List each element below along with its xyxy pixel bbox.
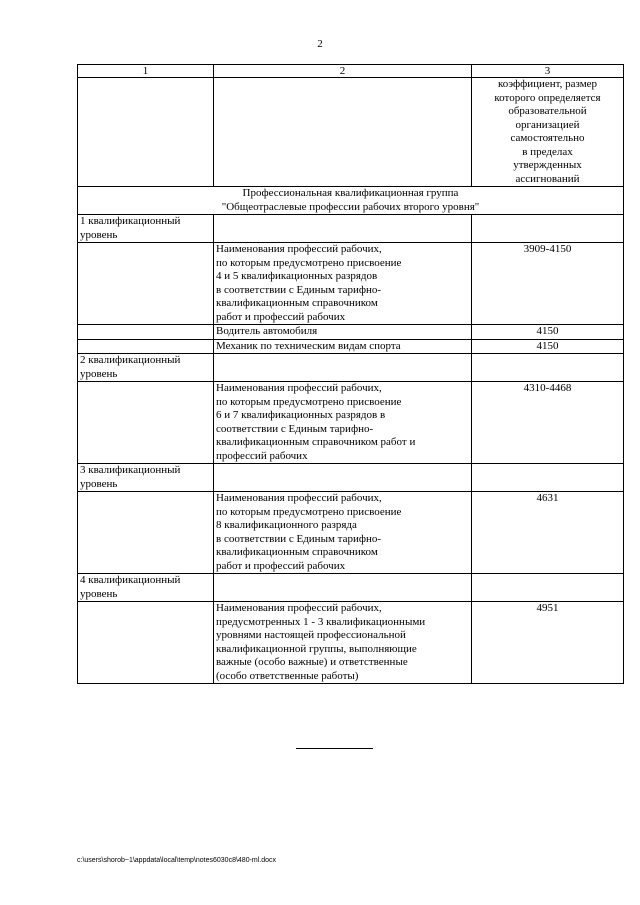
- group-title: [78, 187, 624, 215]
- profession-name: [214, 339, 472, 354]
- level-title: [78, 215, 214, 243]
- continuation-empty-2: [214, 78, 472, 187]
- profession-name-line: 6 и 7 квалификационных разрядов в: [216, 409, 386, 421]
- continuation-line: коэффициент, размер: [497, 78, 598, 90]
- profession-name-line: квалификационным справочником: [216, 297, 378, 309]
- level-title: [78, 464, 214, 492]
- profession-name-line: предусмотренных 1 - 3 квалификационными: [216, 615, 426, 628]
- footer-separator: [296, 748, 373, 749]
- profession-name-line: 4 и 5 квалификационных разрядов: [216, 270, 378, 282]
- table-header-row: [78, 65, 624, 78]
- level-title-line: уровень: [80, 367, 118, 380]
- level-empty-3: [472, 574, 624, 602]
- profession-name-line: квалификационным справочником: [216, 546, 378, 558]
- salary-value: 4310-4468: [472, 382, 624, 464]
- profession-empty-1: [78, 382, 214, 464]
- profession-name: [214, 492, 472, 574]
- level-title-line: уровень: [80, 477, 118, 490]
- profession-name-line: квалификационной группы, выполняющие: [216, 642, 417, 655]
- level-row: [78, 464, 624, 492]
- profession-empty-1: [78, 339, 214, 354]
- level-title-line: 2 квалификационный: [80, 354, 181, 366]
- profession-row: [78, 382, 624, 464]
- profession-name-line: работ и профессий рабочих: [216, 310, 346, 323]
- level-empty-3: [472, 464, 624, 492]
- level-title-line: уровень: [80, 587, 118, 600]
- profession-name: [214, 602, 472, 684]
- profession-name: [214, 325, 472, 340]
- level-title: [78, 574, 214, 602]
- profession-name-line: Наименования профессий рабочих,: [216, 382, 382, 394]
- profession-name: [214, 243, 472, 325]
- level-empty-2: [214, 574, 472, 602]
- level-title-line: 4 квалификационный: [80, 574, 181, 586]
- level-title: [78, 354, 214, 382]
- level-empty-2: [214, 464, 472, 492]
- level-row: [78, 215, 624, 243]
- group-title-line: Профессиональная квалификационная группа: [242, 187, 459, 199]
- continuation-line: самостоятельно: [510, 132, 585, 144]
- profession-name-line: профессий рабочих: [216, 449, 308, 462]
- salary-value: 4150: [472, 325, 624, 340]
- level-row: [78, 354, 624, 382]
- profession-name-line: Механик по техническим видам спорта: [216, 339, 401, 352]
- profession-row: [78, 492, 624, 574]
- profession-name-line: по которым предусмотрено присвоение: [216, 256, 402, 269]
- group-title-line: "Общеотраслевые профессии рабочих второго уровня": [221, 200, 480, 213]
- profession-name-line: в соответствии с Единым тарифно-: [216, 532, 382, 545]
- profession-name-line: работ и профессий рабочих: [216, 559, 346, 572]
- continuation-line: утвержденных: [513, 159, 582, 171]
- profession-empty-1: [78, 325, 214, 340]
- footer-file-path: c:\users\shorob~1\appdata\local\temp\notes6030c8\480-ml.docx: [77, 857, 277, 864]
- level-empty-3: [472, 354, 624, 382]
- continuation-line: ассигнований: [515, 172, 580, 185]
- profession-name-line: Наименования профессий рабочих,: [216, 492, 382, 504]
- continuation-line: в пределах: [522, 145, 573, 158]
- profession-name-line: по которым предусмотрено присвоение: [216, 505, 402, 518]
- header-col-3: 3: [472, 65, 624, 78]
- level-title-line: 3 квалификационный: [80, 464, 181, 476]
- salary-value: 4150: [472, 339, 624, 354]
- profession-name: [214, 382, 472, 464]
- continuation-line: которого определяется: [494, 91, 601, 104]
- profession-name-line: в соответствии с Единым тарифно-: [216, 283, 382, 296]
- qualification-table: [77, 64, 624, 684]
- profession-name-line: 8 квалификационного разряда: [216, 519, 357, 531]
- profession-empty-1: [78, 243, 214, 325]
- profession-name-line: важные (особо важные) и ответственные: [216, 656, 408, 668]
- profession-name-line: по которым предусмотрено присвоение: [216, 395, 402, 408]
- continuation-empty-1: [78, 78, 214, 187]
- profession-name-line: соответствии с Единым тарифно-: [216, 422, 374, 435]
- salary-value: 4951: [472, 602, 624, 684]
- profession-row: [78, 325, 624, 340]
- page-number: 2: [317, 38, 323, 50]
- profession-row: [78, 602, 624, 684]
- profession-name-line: (особо ответственные работы): [216, 669, 359, 682]
- salary-value: 3909-4150: [472, 243, 624, 325]
- continuation-text: [472, 78, 624, 187]
- profession-name-line: квалификационным справочником работ и: [216, 436, 416, 448]
- continuation-line: образовательной: [508, 105, 587, 117]
- profession-empty-1: [78, 492, 214, 574]
- header-col-2: 2: [214, 65, 472, 78]
- profession-name-line: Водитель автомобиля: [216, 325, 318, 337]
- level-empty-3: [472, 215, 624, 243]
- profession-row: [78, 243, 624, 325]
- profession-empty-1: [78, 602, 214, 684]
- continuation-line: организацией: [515, 118, 580, 131]
- level-row: [78, 574, 624, 602]
- profession-name-line: Наименования профессий рабочих,: [216, 243, 382, 255]
- header-col-1: 1: [78, 65, 214, 78]
- level-empty-2: [214, 215, 472, 243]
- table-body: [78, 65, 624, 684]
- continuation-row: [78, 78, 624, 187]
- profession-row: [78, 339, 624, 354]
- profession-name-line: уровнями настоящей профессиональной: [216, 629, 406, 641]
- level-empty-2: [214, 354, 472, 382]
- level-title-line: уровень: [80, 228, 118, 241]
- profession-name-line: Наименования профессий рабочих,: [216, 602, 382, 614]
- salary-value: 4631: [472, 492, 624, 574]
- level-title-line: 1 квалификационный: [80, 215, 181, 227]
- group-title-row: [78, 187, 624, 215]
